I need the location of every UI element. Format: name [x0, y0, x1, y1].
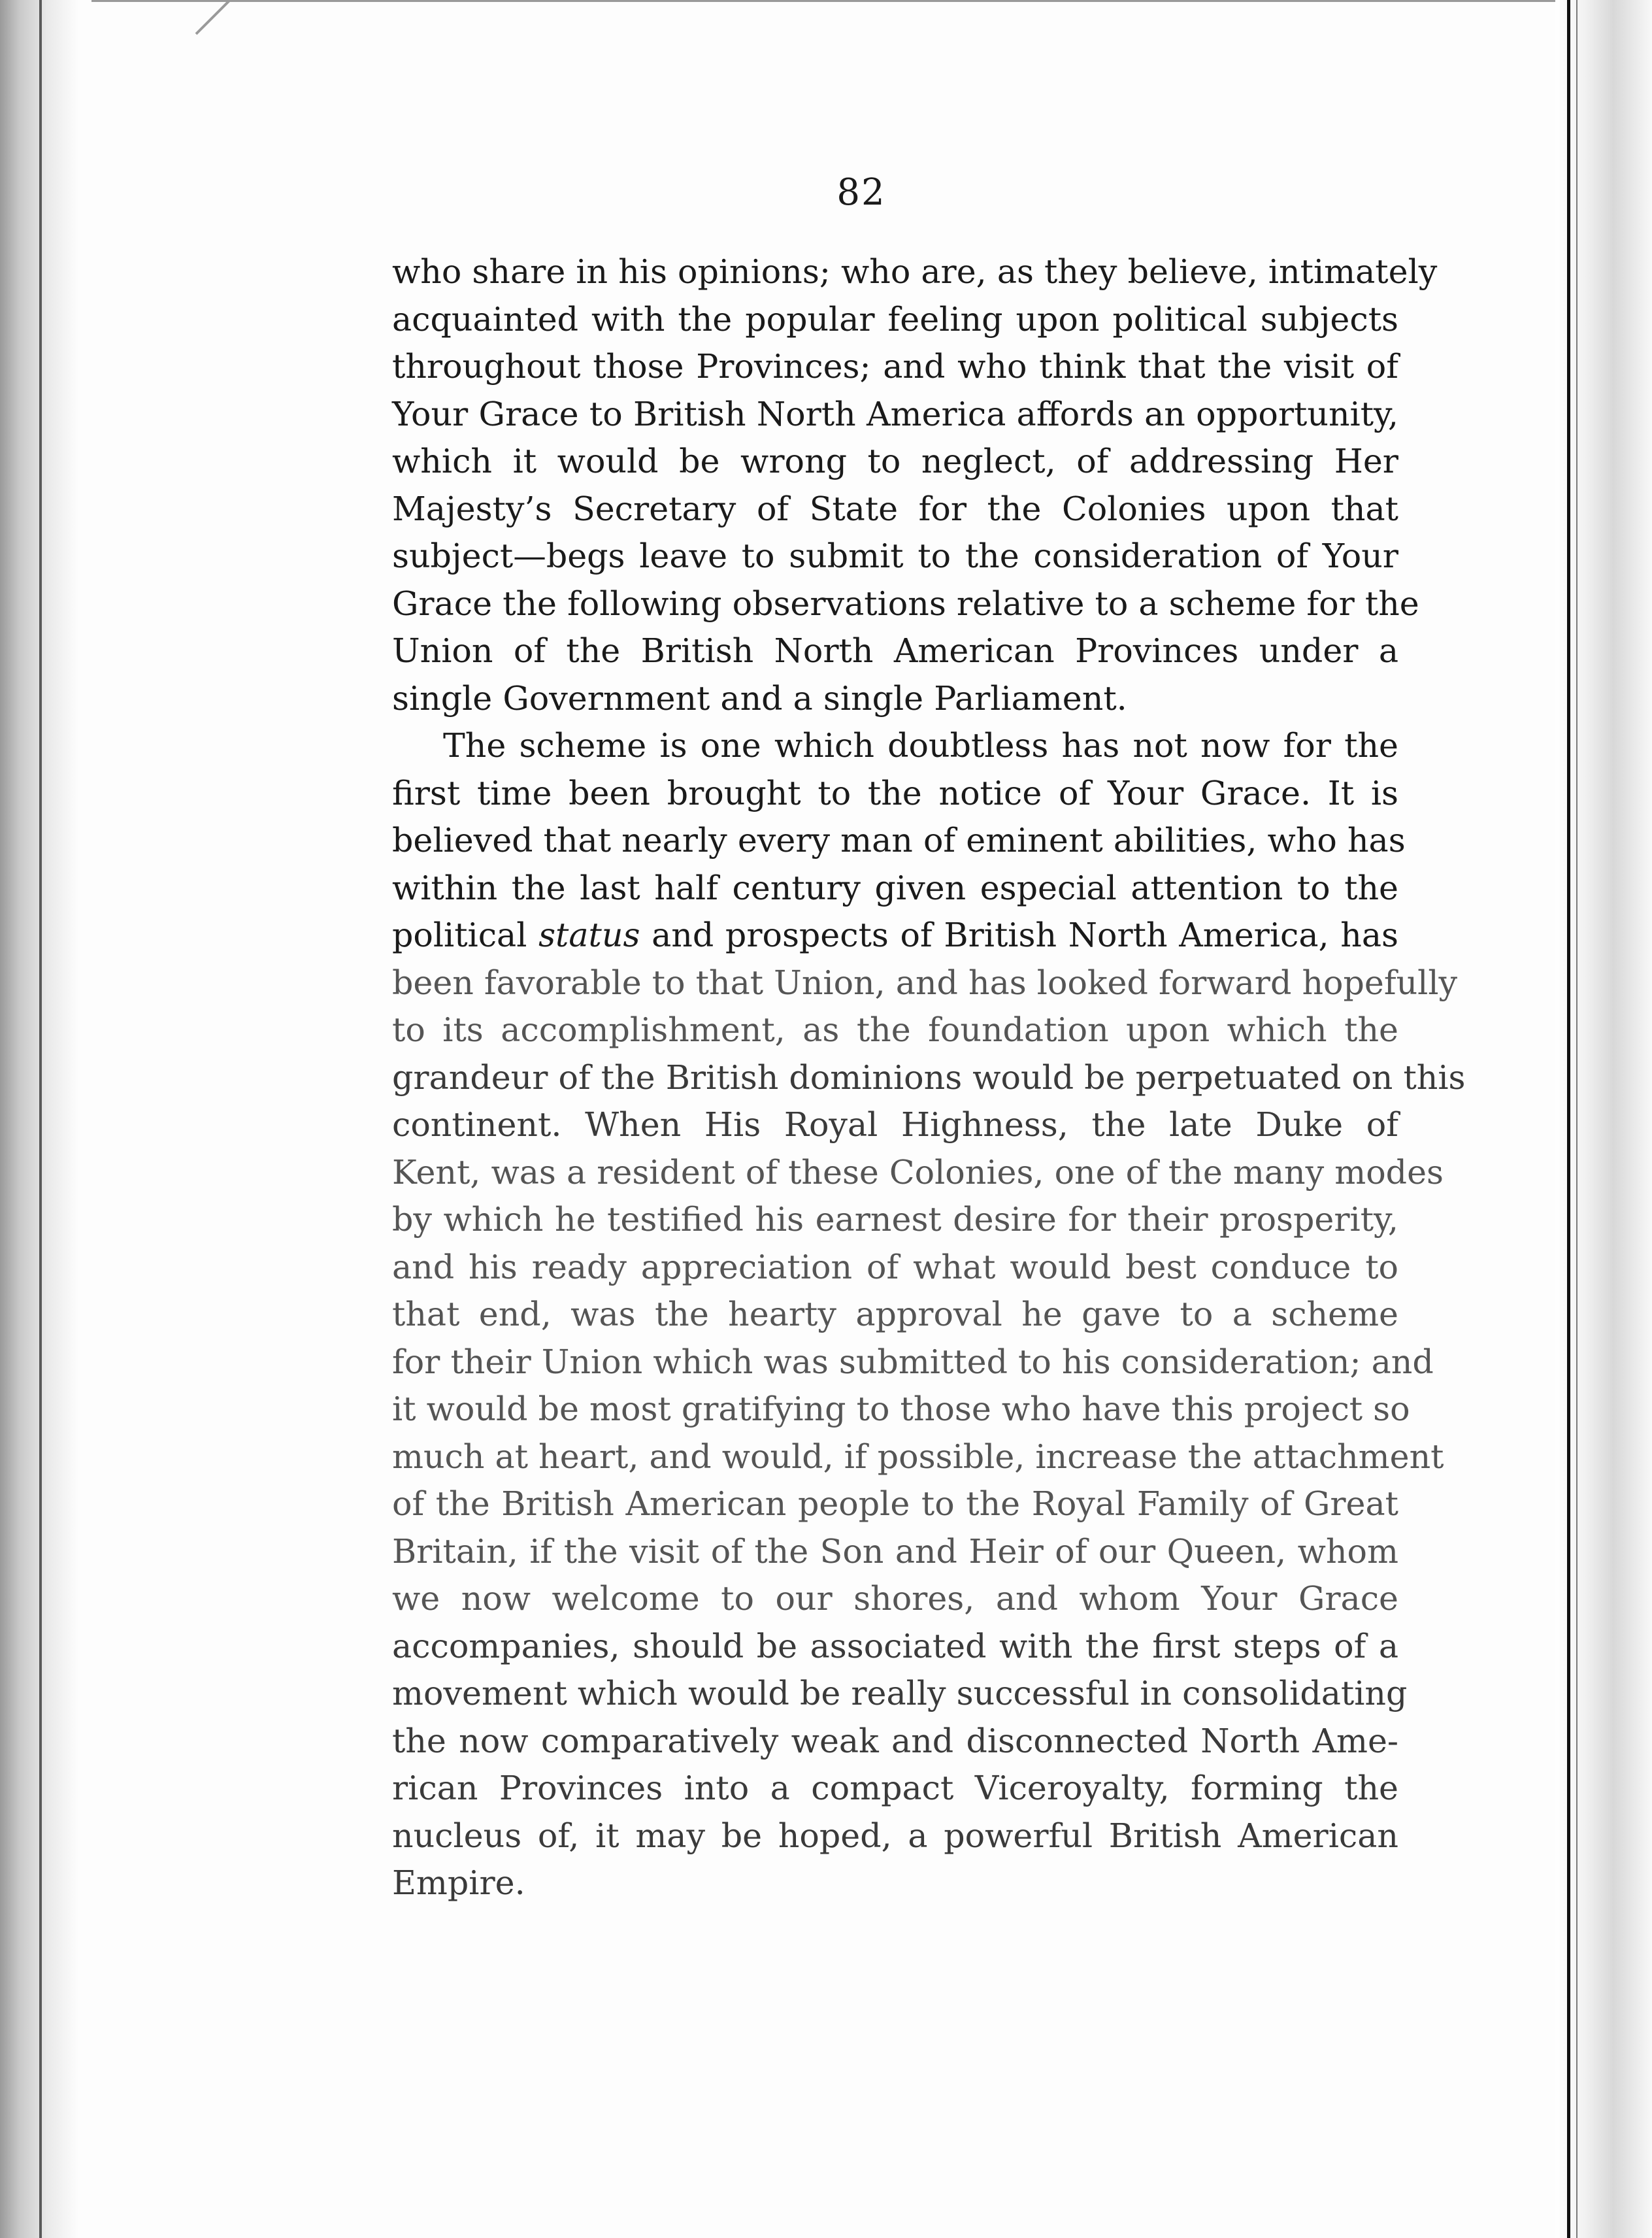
- text-line: Grace the following observations relative to a scheme for the: [392, 584, 1419, 623]
- page-number: 82: [836, 171, 886, 214]
- text-line: much at heart, and would, if possible, increase the attachment: [392, 1437, 1444, 1476]
- text-line: Union of the British North American Provinces under a: [392, 631, 1398, 670]
- text-line: rican Provinces into a compact Viceroyalty, forming the: [392, 1769, 1398, 1807]
- text-line: Britain, if the visit of the Son and Heir of our Queen, whom: [392, 1531, 1398, 1571]
- text-line: Majesty’s Secretary of State for the Colonies upon that: [392, 489, 1398, 528]
- text-line: subject—begs leave to submit to the consideration of Your: [392, 537, 1398, 575]
- paragraph-2: [392, 722, 1466, 1907]
- text-line: within the last half century given especial attention to the: [392, 868, 1398, 907]
- text-line: by which he testified his earnest desire for their prosperity,: [392, 1200, 1398, 1239]
- paragraph-1: [392, 248, 1438, 722]
- text-line: movement which would be really successful in consolidating: [392, 1674, 1408, 1712]
- text-line: grandeur of the British dominions would be perpetuated on this: [392, 1058, 1466, 1097]
- text-line: been favorable to that Union, and has looked forward hopefully: [392, 963, 1458, 1002]
- gutter-line: [39, 0, 42, 2238]
- text-line: we now welcome to our shores, and whom Your Grace: [392, 1579, 1398, 1618]
- text-line: single Government and a single Parliament.: [392, 678, 1127, 718]
- text-line-with-italic: [392, 912, 1398, 960]
- text-line: it would be most gratifying to those who have this project so: [392, 1390, 1410, 1428]
- right-edge-line: [1567, 0, 1570, 2238]
- text-line: Kent, was a resident of these Colonies, one of the many modes: [392, 1152, 1444, 1192]
- text-line: the now comparatively weak and disconnected North Ame-: [392, 1721, 1398, 1760]
- text-line: of the British American people to the Royal Family of Great: [392, 1484, 1398, 1523]
- text-line: throughout those Provinces; and who think that the visit of: [392, 347, 1398, 386]
- text-line: acquainted with the popular feeling upon political subjects: [392, 299, 1398, 339]
- text-line: nucleus of, it may be hoped, a powerful British American: [392, 1816, 1398, 1855]
- text-line: to its accomplishment, as the foundation upon which the: [392, 1010, 1398, 1049]
- text-line: for their Union which was submitted to his consideration; and: [392, 1342, 1434, 1381]
- text-line: Your Grace to British North America affords an opportunity,: [392, 394, 1398, 433]
- text-line: Empire.: [392, 1863, 525, 1902]
- text-line: accompanies, should be associated with the first steps of a: [392, 1626, 1398, 1665]
- italic-word-status: status: [538, 916, 640, 954]
- line-text-before-italic: political: [392, 916, 539, 954]
- right-edge-line-secondary: [1576, 0, 1578, 2238]
- text-line: first time been brought to the notice of Your Grace. It is: [392, 773, 1398, 812]
- text-line: and his ready appreciation of what would best conduce to: [392, 1247, 1398, 1286]
- body-text: [392, 248, 1466, 1907]
- text-line: who share in his opinions; who are, as they believe, intimately: [392, 252, 1438, 291]
- text-line: which it would be wrong to neglect, of addressing Her: [392, 442, 1398, 480]
- top-page-edge: [91, 0, 1555, 2]
- line-text-after-italic: and prospects of British North America, has: [640, 916, 1399, 954]
- text-line: believed that nearly every man of eminent abilities, who has: [392, 821, 1406, 860]
- text-line: The scheme is one which doubtless has not now for the: [443, 726, 1398, 765]
- text-line: continent. When His Royal Highness, the late Duke of: [392, 1105, 1398, 1144]
- text-line: that end, was the hearty approval he gave to a scheme: [392, 1295, 1398, 1333]
